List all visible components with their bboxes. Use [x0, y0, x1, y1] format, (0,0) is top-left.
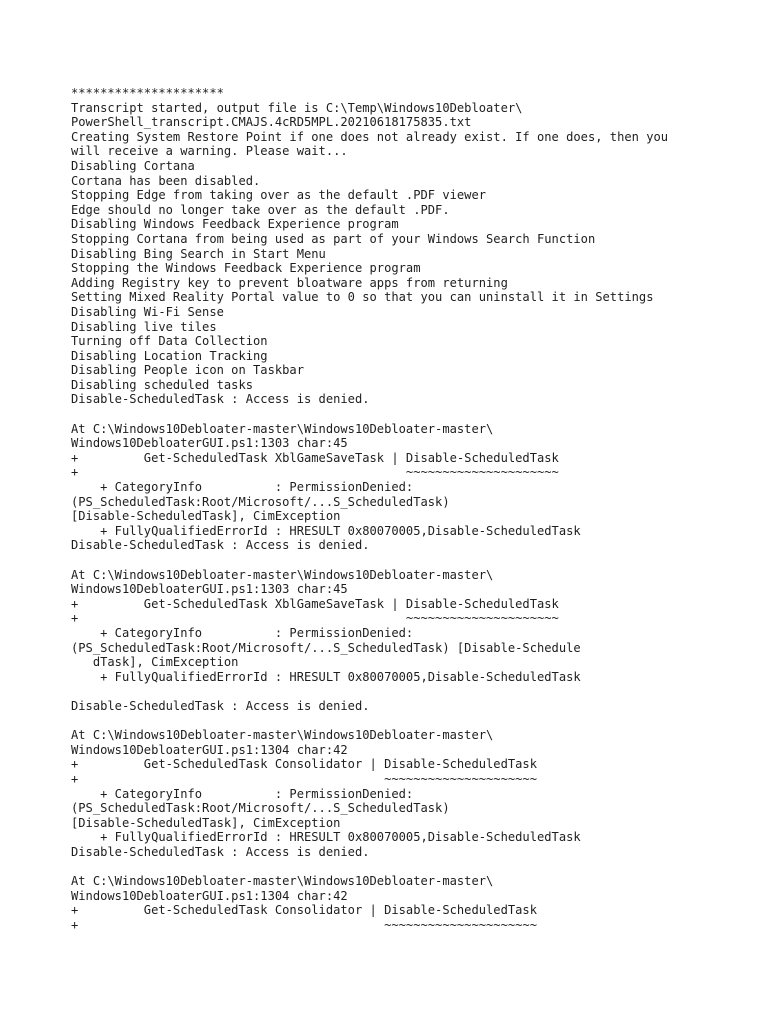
transcript-line: Stopping Edge from taking over as the default .PDF viewer — [71, 188, 487, 203]
transcript-line — [71, 684, 731, 699]
transcript-line: + Get-ScheduledTask XblGameSaveTask | Disable-ScheduledTask — [71, 596, 559, 611]
transcript-line: + ~~~~~~~~~~~~~~~~~~~~~ — [71, 465, 559, 480]
transcript-line: Disable-ScheduledTask : Access is denied. — [71, 392, 370, 407]
transcript-line: [Disable-ScheduledTask], CimException — [71, 815, 341, 830]
transcript-line: Disabling live tiles — [71, 319, 217, 334]
transcript-line: + ~~~~~~~~~~~~~~~~~~~~~ — [71, 917, 537, 932]
transcript-line: Disabling Location Tracking — [71, 348, 268, 363]
transcript-line: Disabling scheduled tasks — [71, 377, 254, 392]
transcript-text — [71, 86, 731, 932]
transcript-line: Stopping the Windows Feedback Experience program — [71, 261, 421, 276]
transcript-line: Disable-ScheduledTask : Access is denied. — [71, 698, 370, 713]
transcript-line: ********************* — [71, 86, 224, 100]
transcript-line: + ~~~~~~~~~~~~~~~~~~~~~ — [71, 611, 559, 626]
transcript-line: + FullyQualifiedErrorId : HRESULT 0x80070005,Disable-ScheduledTask — [71, 523, 581, 538]
transcript-line: Disable-ScheduledTask : Access is denied. — [71, 844, 370, 859]
transcript-line — [71, 407, 731, 422]
transcript-line: (PS_ScheduledTask:Root/Microsoft/...S_ScheduledTask) — [71, 494, 450, 509]
transcript-line: Windows10DebloaterGUI.ps1:1304 char:42 — [71, 742, 348, 757]
transcript-line: will receive a warning. Please wait... — [71, 144, 348, 159]
transcript-line: + FullyQualifiedErrorId : HRESULT 0x80070005,Disable-ScheduledTask — [71, 830, 581, 845]
transcript-line: Creating System Restore Point if one does not already exist. If one does, then you — [71, 129, 669, 144]
transcript-line: + Get-ScheduledTask Consolidator | Disable-ScheduledTask — [71, 757, 537, 772]
transcript-line: + FullyQualifiedErrorId : HRESULT 0x80070005,Disable-ScheduledTask — [71, 669, 581, 684]
transcript-line: Windows10DebloaterGUI.ps1:1303 char:45 — [71, 582, 348, 597]
transcript-line: Disabling Windows Feedback Experience program — [71, 217, 399, 232]
transcript-line: + ~~~~~~~~~~~~~~~~~~~~~ — [71, 771, 537, 786]
transcript-line: + CategoryInfo : PermissionDenied: — [71, 786, 414, 801]
transcript-line: [Disable-ScheduledTask], CimException — [71, 509, 341, 524]
transcript-line — [71, 553, 731, 568]
transcript-line: At C:\Windows10Debloater-master\Windows10Debloater-master\ — [71, 567, 494, 582]
transcript-line: Adding Registry key to prevent bloatware apps from returning — [71, 275, 508, 290]
transcript-line: Transcript started, output file is C:\Temp\Windows10Debloater\ — [71, 100, 523, 115]
transcript-line: At C:\Windows10Debloater-master\Windows10Debloater-master\ — [71, 728, 494, 743]
transcript-line: Windows10DebloaterGUI.ps1:1303 char:45 — [71, 436, 348, 451]
transcript-line: (PS_ScheduledTask:Root/Microsoft/...S_ScheduledTask) [Disable-Schedule — [71, 640, 581, 655]
transcript-line: Edge should no longer take over as the default .PDF. — [71, 202, 450, 217]
transcript-line — [71, 714, 731, 729]
transcript-line: Turning off Data Collection — [71, 334, 268, 349]
transcript-line: Disable-ScheduledTask : Access is denied. — [71, 538, 370, 553]
transcript-line: Disabling Wi-Fi Sense — [71, 304, 224, 319]
transcript-line: + Get-ScheduledTask XblGameSaveTask | Disable-ScheduledTask — [71, 450, 559, 465]
transcript-line: Cortana has been disabled. — [71, 173, 261, 188]
transcript-line: + Get-ScheduledTask Consolidator | Disable-ScheduledTask — [71, 903, 537, 918]
transcript-line: + CategoryInfo : PermissionDenied: — [71, 480, 414, 495]
transcript-line: Setting Mixed Reality Portal value to 0 so that you can uninstall it in Settings — [71, 290, 654, 305]
transcript-line: PowerShell_transcript.CMAJS.4cRD5MPL.20210618175835.txt — [71, 115, 472, 130]
transcript-line: Stopping Cortana from being used as part of your Windows Search Function — [71, 231, 596, 246]
transcript-line: At C:\Windows10Debloater-master\Windows10Debloater-master\ — [71, 421, 494, 436]
transcript-line: Disabling Cortana — [71, 158, 195, 173]
transcript-line — [71, 859, 731, 874]
transcript-line: At C:\Windows10Debloater-master\Windows10Debloater-master\ — [71, 874, 494, 889]
transcript-line: Disabling People icon on Taskbar — [71, 363, 304, 378]
transcript-line: dTask], CimException — [71, 655, 239, 670]
transcript-line: + CategoryInfo : PermissionDenied: — [71, 625, 414, 640]
transcript-line: Windows10DebloaterGUI.ps1:1304 char:42 — [71, 888, 348, 903]
transcript-line: Disabling Bing Search in Start Menu — [71, 246, 326, 261]
transcript-line: (PS_ScheduledTask:Root/Microsoft/...S_ScheduledTask) — [71, 801, 450, 816]
